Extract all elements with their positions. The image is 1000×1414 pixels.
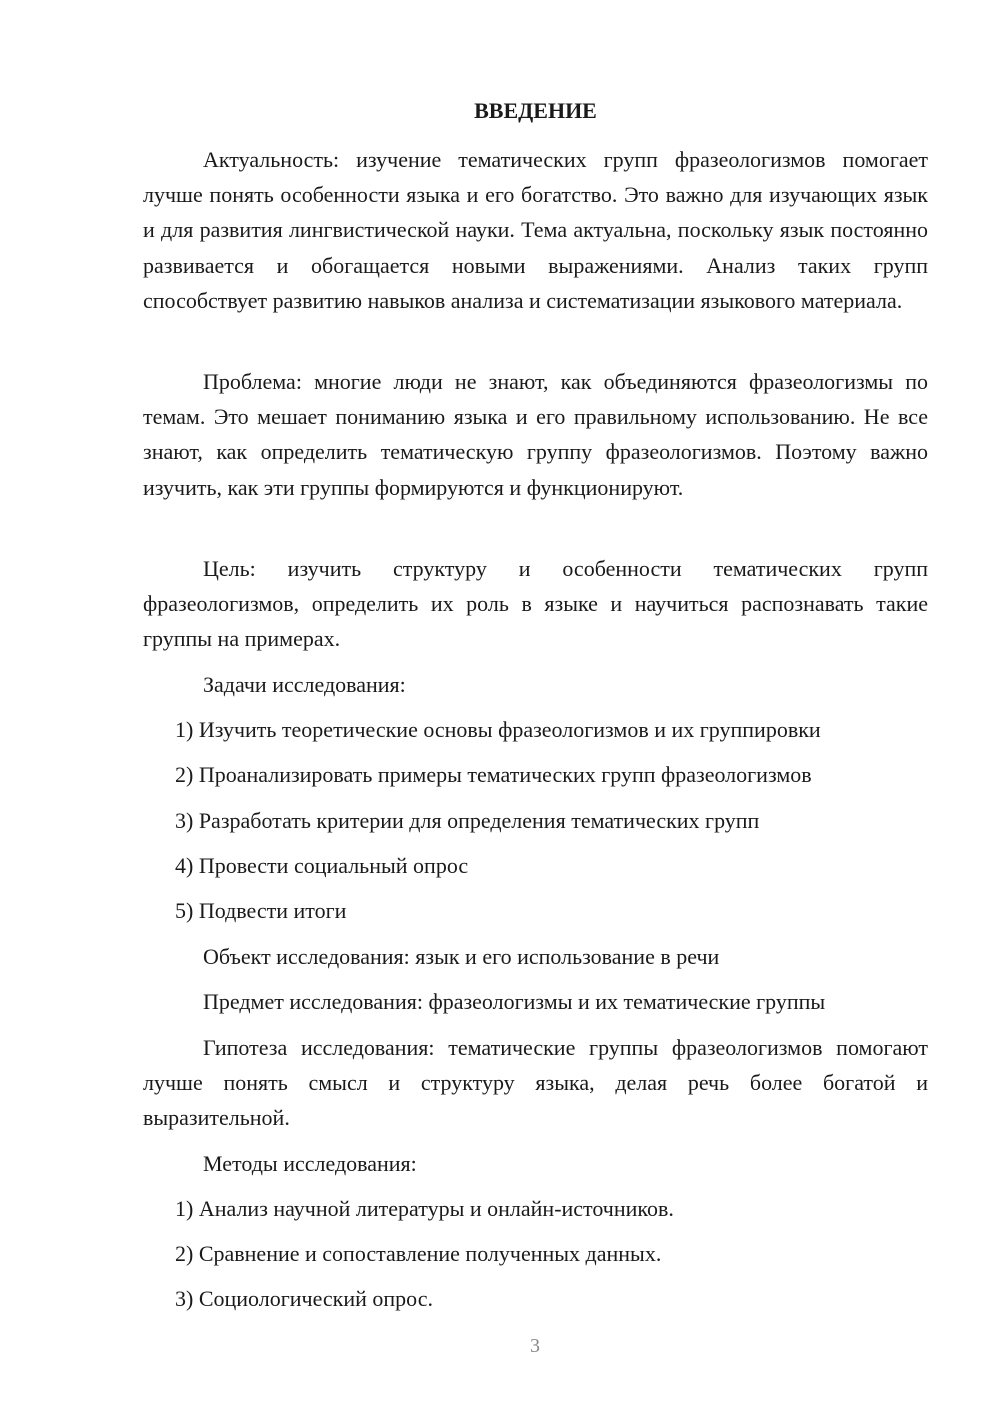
task-item-block	[143, 757, 928, 792]
method-item-block	[143, 1236, 928, 1271]
task-item-block	[143, 712, 928, 747]
methods-heading: Методы исследования:	[203, 1151, 417, 1176]
relevance-paragraph-block	[143, 142, 928, 318]
method-item: 1) Анализ научной литературы и онлайн-источников.	[175, 1196, 674, 1221]
task-item: 3) Разработать критерии для определения тематических групп	[175, 808, 760, 833]
hypothesis-paragraph-block	[143, 1030, 928, 1136]
problem-paragraph: Проблема: многие люди не знают, как объединяются фразеологизмы по темам. Это мешает пониманию языка и его правильному использованию. Не все знают, как определить тематическую группу фразеологизмов. Поэтому важно изучить, как эти группы формируются и функционируют.	[143, 369, 928, 500]
relevance-paragraph: Актуальность: изучение тематических групп фразеологизмов помогает лучше понять особенности языка и его богатство. Это важно для изучающих язык и для развития лингвистической науки. Тема актуальна, поскольку язык постоянно развивается и обогащается новыми выражениями. Анализ таких групп способствует развитию навыков анализа и систематизации языкового материала.	[143, 147, 928, 313]
tasks-heading: Задачи исследования:	[203, 672, 406, 697]
task-item-block	[143, 803, 928, 838]
page-number: 3	[530, 1335, 540, 1357]
subject-block	[143, 984, 928, 1019]
methods-heading-block	[143, 1146, 928, 1181]
task-item: 1) Изучить теоретические основы фразеологизмов и их группировки	[175, 717, 821, 742]
task-item-block	[143, 848, 928, 883]
hypothesis-paragraph: Гипотеза исследования: тематические группы фразеологизмов помогают лучше понять смысл и структуру языка, делая речь более богатой и выразительной.	[143, 1035, 928, 1131]
goal-paragraph: Цель: изучить структуру и особенности тематических групп фразеологизмов, определить их роль в языке и научиться распознавать такие группы на примерах.	[143, 556, 928, 652]
task-item: 4) Провести социальный опрос	[175, 853, 469, 878]
research-object: Объект исследования: язык и его использование в речи	[203, 944, 720, 969]
goal-paragraph-block	[143, 551, 928, 657]
task-item: 2) Проанализировать примеры тематических групп фразеологизмов	[175, 762, 812, 787]
method-item-block	[143, 1191, 928, 1226]
page-title: ВВЕДЕНИЕ	[474, 98, 597, 123]
task-item: 5) Подвести итоги	[175, 898, 347, 923]
research-subject: Предмет исследования: фразеологизмы и их тематические группы	[203, 989, 826, 1014]
problem-paragraph-block	[143, 364, 928, 505]
method-item-block	[143, 1281, 928, 1316]
tasks-heading-block	[143, 667, 928, 702]
method-item: 2) Сравнение и сопоставление полученных данных.	[175, 1241, 662, 1266]
method-item: 3) Социологический опрос.	[175, 1286, 433, 1311]
object-block	[143, 939, 928, 974]
task-item-block	[143, 893, 928, 928]
